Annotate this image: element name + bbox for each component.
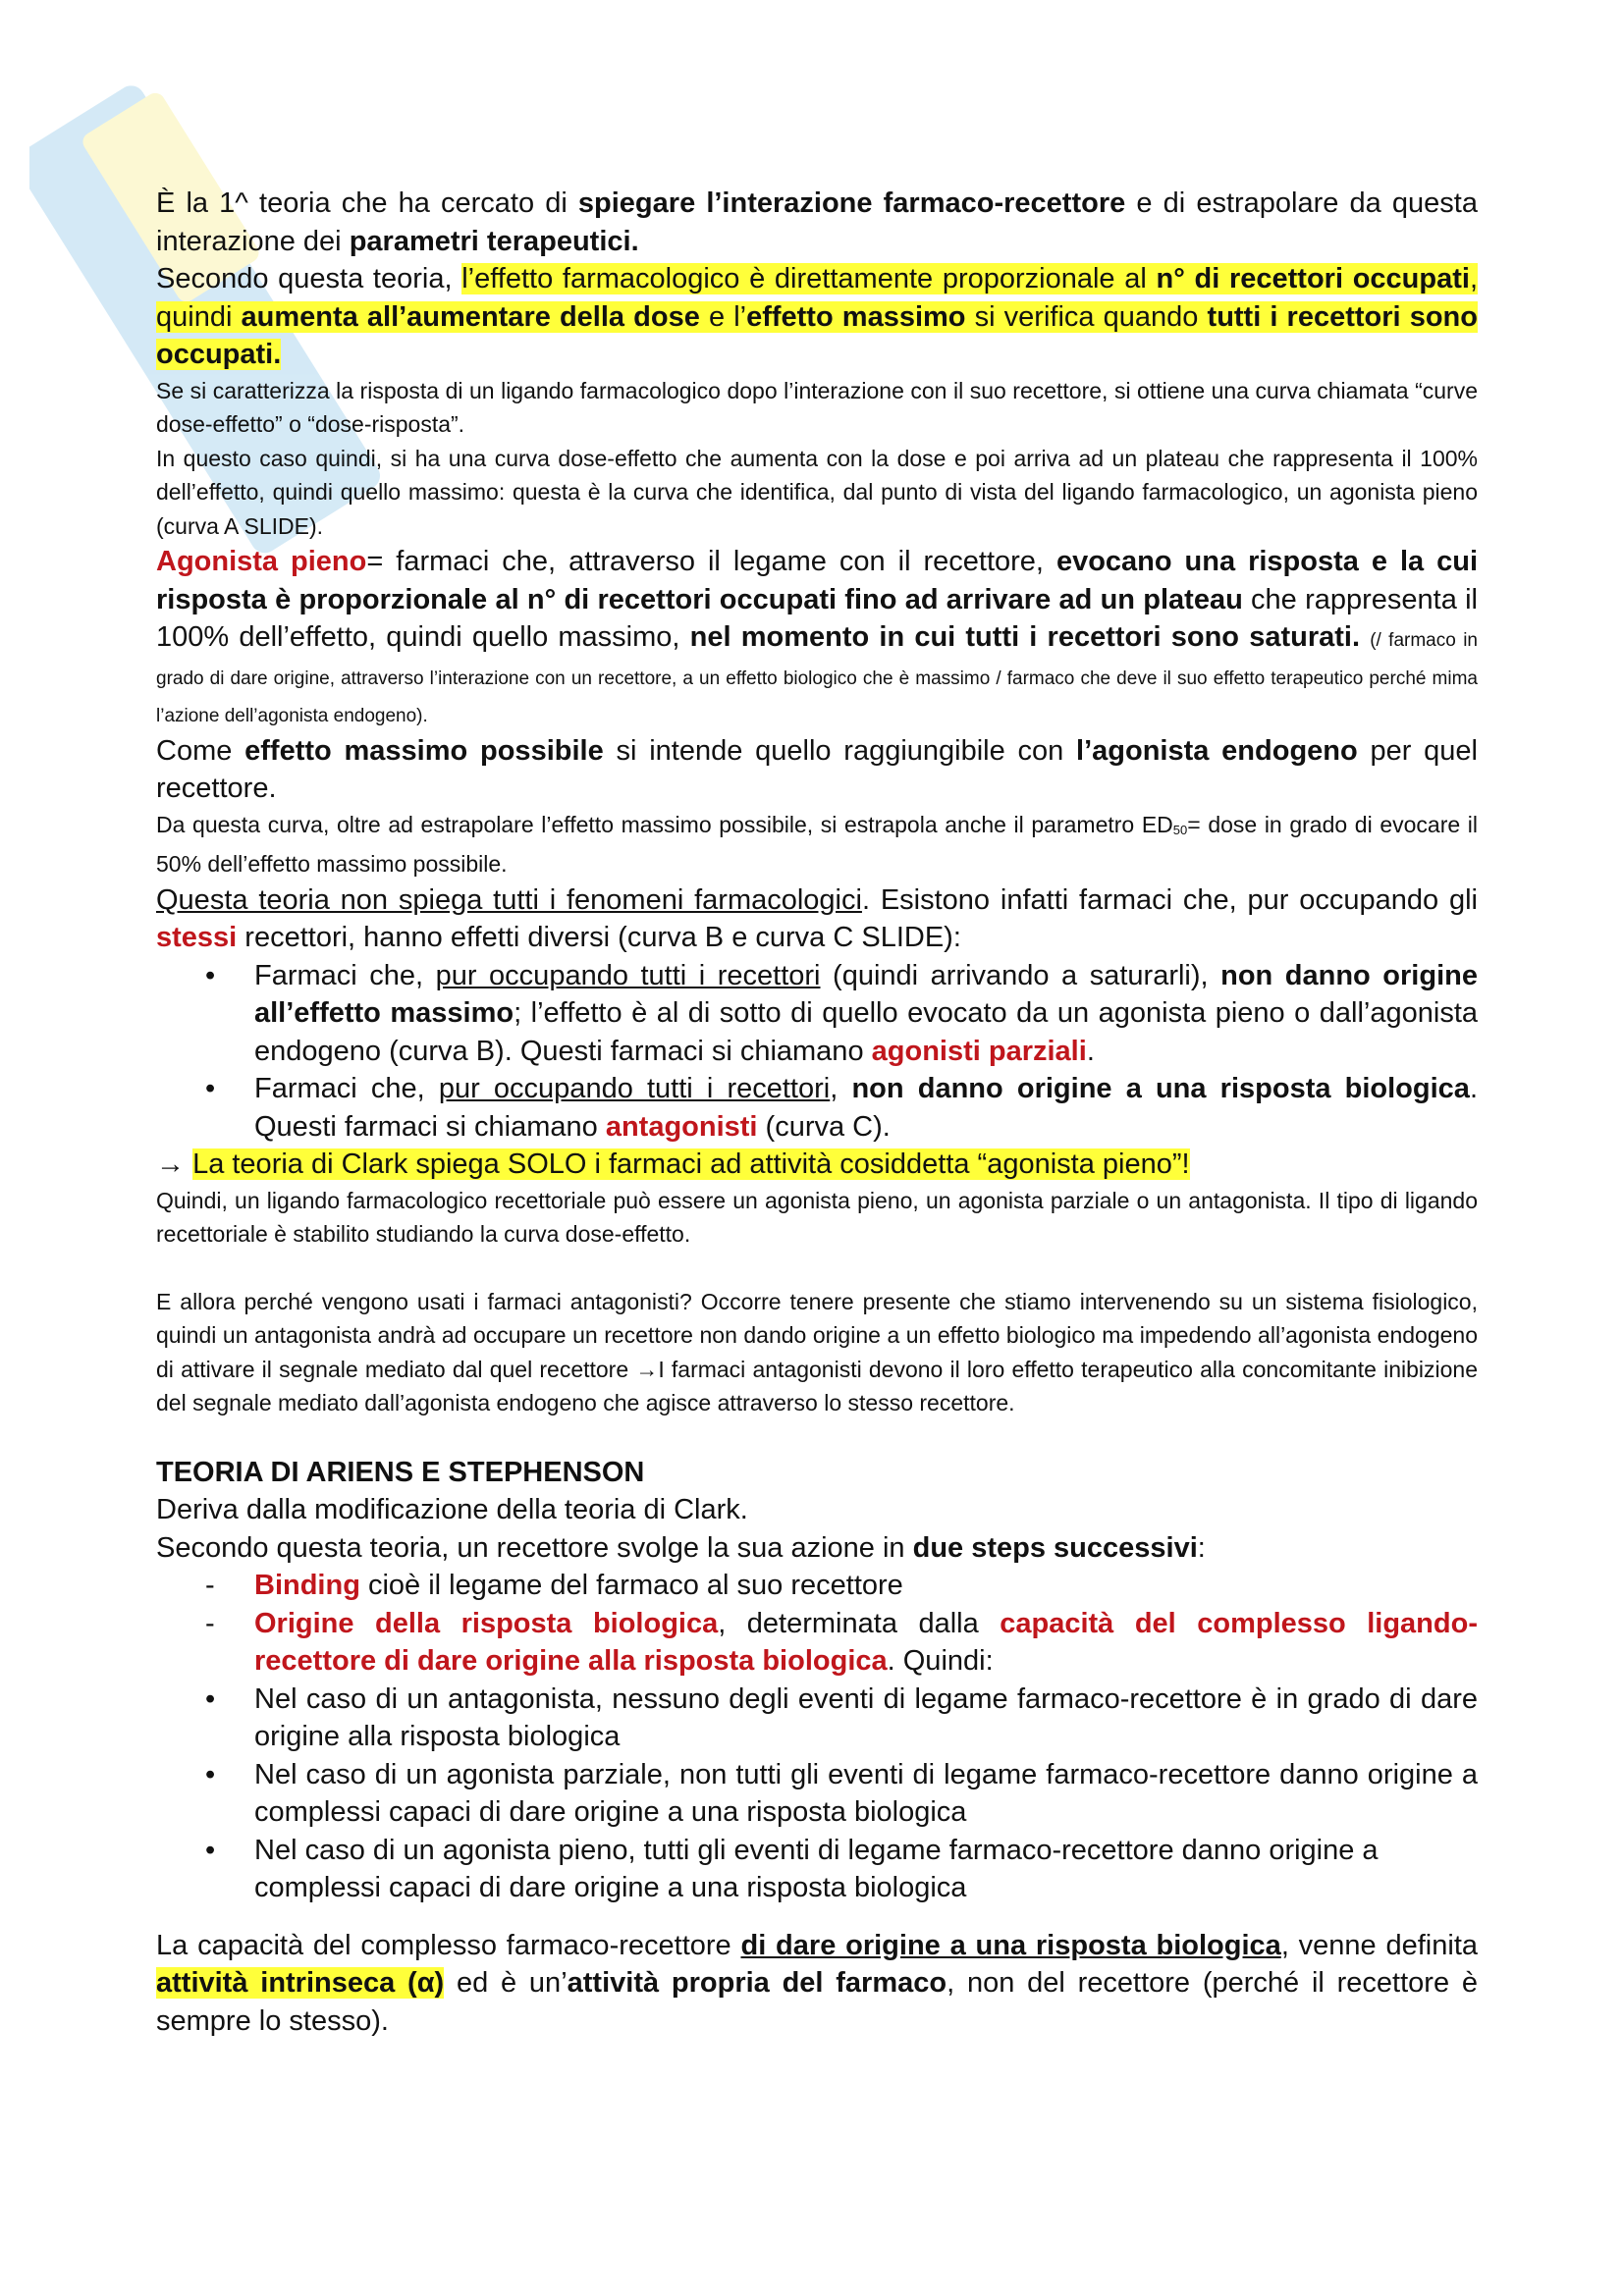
intro-paragraph-2: Secondo questa teoria, l’effetto farmacologico è direttamente proporzionale al n° di recettori occupati, quindi aumenta all’aumentare della dose e l’effetto massimo si verifica quando tutti i recettori sono occupati. [156,263,1478,370]
ariens-paragraph-2: Secondo questa teoria, un recettore svolge la sua azione in due steps successivi: [156,1531,1206,1564]
arrow-icon: → [635,1356,659,1382]
list-item: - Binding cioè il legame del farmaco al suo recettore [205,1570,903,1601]
ed50-paragraph: Da questa curva, oltre ad estrapolare l’effetto massimo possibile, si estrapola anche il parametro ED50= dose in grado di evocare il 50% dell’effetto massimo possibile. [156,811,1479,877]
agonist-definition: Agonista pieno= farmaci che, attraverso il legame con il recettore, evocano una risposta e la cui risposta è proporzionale al n° di recettori occupati fino ad arrivare ad un plateau che rappresenta il 100% dell’effetto, quindi quello massimo, nel momento in cui tutti i recettori sono saturati. (/ farmaco in grado di dare origine, attraverso l’interazione con un recettore, a un effetto biologico che è massimo / farmaco che deve il suo effetto terapeutico perché mima l’azione dell’agonista endogeno). [156,546,1478,726]
intrinsic-activity-paragraph: La capacità del complesso farmaco-recettore di dare origine a una risposta biologica, venne definita attività intrinseca (α) ed è un’attività propria del farmaco, non del recettore (perché il recettore è sempre lo stesso). [156,1929,1479,2037]
list-item: • Nel caso di un agonista pieno, tutti gli eventi di legame farmaco-recettore danno origine a complessi capaci di dare origine a una risposta biologica [205,1834,1379,1903]
steps-dash-list [156,1567,1478,1907]
document-page [156,185,1478,2040]
clark-summary: → La teoria di Clark spiega SOLO i farmaci ad attività cosiddetta “agonista pieno”! [156,1148,1190,1180]
ariens-paragraph-1: Deriva dalla modificazione della teoria di Clark. [156,1494,748,1525]
antagonist-paragraph: E allora perché vengono usati i farmaci antagonisti? Occorre tenere presente che stiamo intervenendo su un sistema fisiologico, quindi un antagonista andrà ad occupare un recettore non dando origine a un effetto biologico ma impedendo all’agonista endogeno di attivare il segnale mediato dal quel recettore →I farmaci antagonisti devono il loro effetto terapeutico alla concomitante inibizione del segnale mediato dall’agonista endogeno che agisce attraverso lo stesso recettore. [156,1288,1478,1415]
ligand-types-paragraph: Quindi, un ligando farmacologico recettoriale può essere un agonista pieno, un agonista parziale o un antagonista. Il tipo di ligando recettoriale è stabilito studiando la curva dose-effetto. [156,1187,1478,1247]
list-item: • Nel caso di un antagonista, nessuno degli eventi di legame farmaco-recettore è in grado di dare origine alla risposta biologica [205,1682,1478,1752]
intro-paragraph-4: In questo caso quindi, si ha una curva dose-effetto che aumenta con la dose e poi arriva ad un plateau che rappresenta il 100% dell’effetto, quindi quello massimo: questa è la curva che identifica, dal punto di vista del ligando farmacologico, un agonista pieno (curva A SLIDE). [156,445,1478,539]
list-item: - Origine della risposta biologica, determinata dalla capacità del complesso ligando-recettore di dare origine alla risposta biologica. Quindi: [205,1607,1478,1677]
list-item: • Farmaci che, pur occupando tutti i recettori (quindi arrivando a saturarli), non danno origine all’effetto massimo; l’effetto è al di sotto di quello evocato da un agonista pieno o dall’agonista endogeno (curva B). Questi farmaci si chiamano agonisti parziali. [205,959,1478,1067]
max-effect-paragraph: Come effetto massimo possibile si intende quello raggiungibile con l’agonista endogeno per quel recettore. [156,734,1478,804]
limits-paragraph: Questa teoria non spiega tutti i fenomeni farmacologici. Esistono infatti farmaci che, pur occupando gli stessi recettori, hanno effetti diversi (curva B e curva C SLIDE): [156,883,1478,953]
list-item: • Nel caso di un agonista parziale, non tutti gli eventi di legame farmaco-recettore danno origine a complessi capaci di dare origine a una risposta biologica [205,1758,1478,1828]
arrow-icon: → [156,1148,185,1180]
intro-paragraph-3: Se si caratterizza la risposta di un ligando farmacologico dopo l’interazione con il suo recettore, si ottiene una curva chiamata “curve dose-effetto” o “dose-risposta”. [156,377,1478,437]
intro-paragraph-1: È la 1^ teoria che ha cercato di spiegare l’interazione farmaco-recettore e di estrapolare da questa interazione dei parametri terapeutici. [156,187,1478,257]
section-heading: TEORIA DI ARIENS E STEPHENSON [156,1456,645,1488]
limits-bullet-list [156,957,1478,1147]
list-item: • Farmaci che, pur occupando tutti i recettori, non danno origine a una risposta biologica. Questi farmaci si chiamano antagonisti (curva C). [205,1073,1478,1143]
